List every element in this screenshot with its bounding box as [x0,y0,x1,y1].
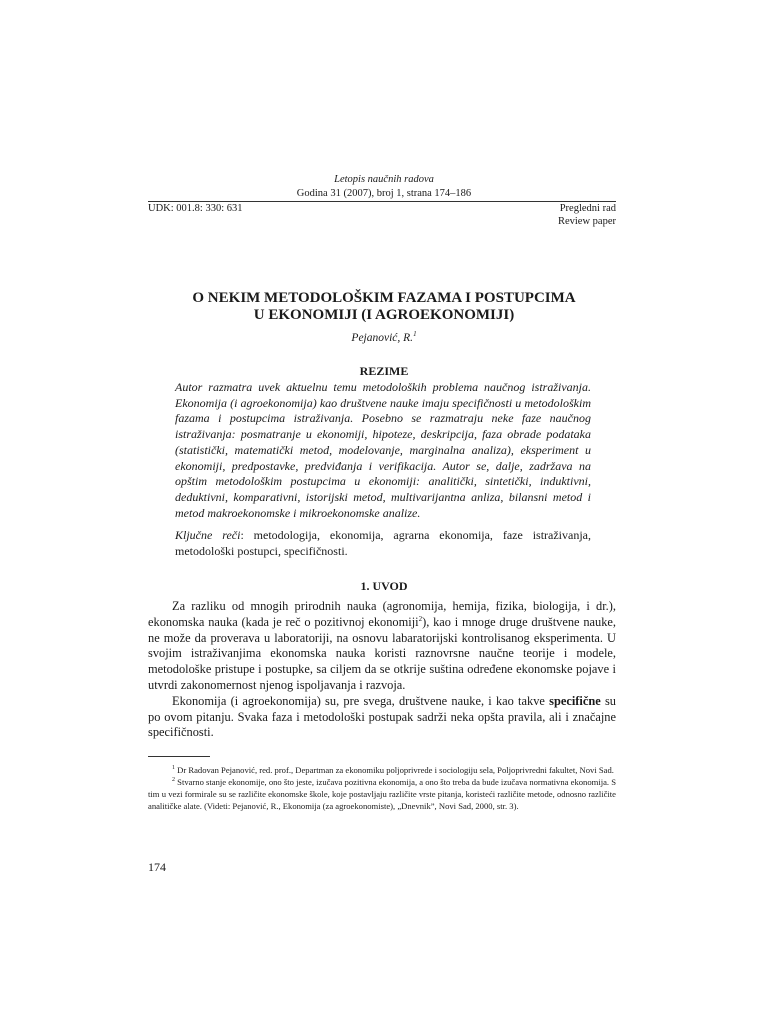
udk-code: UDK: 001.8: 330: 631 [148,203,243,214]
footnote-2 [148,776,616,812]
abstract-text: Autor razmatra uvek aktuelnu temu metodoloških problema naučnog istraživanja. Ekonomija (i agroekonomija) kao društvene nauke imaju specifičnosti u metodološkim fazama i postupcima istraživanja. Posebno se razmatraju neke faze naučnog istraživanja: posmatranje u ekonomiji, hipoteze, deskripcija, faza obrade podataka (statistički, matematički metod, modelovanje, marginalna analiza), eksperiment u ekonomiji, predpostavke, predviđanja i verifikacija. Autor se, dalje, zadržava na opštim metodološkim postupcima u ekonomiji: analitički, sintetički, induktivni, deduktivni, komparativni, istorijski metod, multivarijantna anliza, bilansni metod i metod makroekonomske i mikroekonomske analize. [175,380,591,520]
paragraph-1 [148,599,616,694]
footnote-1-text: Dr Radovan Pejanović, red. prof., Departman za ekonomiku poljoprivrede i sociologiju sela, Poljoprivredni fakultet, Novi Sad. [175,765,614,775]
keywords [175,528,591,559]
paper-type-local: Pregledni rad [559,203,616,214]
paragraph-2-part-b: su po ovom pitanju. Svaka faza i metodološki postupak sadrži neka opšta pravila, ali i značajne specifičnosti. [148,693,616,740]
author-footnote-mark: 1 [413,330,417,338]
paragraph-1-part-a: Za razliku od mnogih prirodnih nauka (agronomija, hemija, fizika, biologija, i dr.), ekonomska nauka (kada je reč o pozitivnoj ekonomiji [148,599,616,629]
footnote-2-text: Stvarno stanje ekonomije, ono što jeste, izučava pozitivna ekonomija, a ono što treba da bude izučava normativna ekonomija. S tim u vezi formirale su se različite ekonomske škole, koje postavljaju različite vrste pitanja, koristeći različite metode, odnosno različite analitičke alate. (Videti: Pejanović, R., Ekonomija (za agroekonomiste), „Dnevnik”, Novi Sad, 2000, str. 3). [148,777,616,811]
paragraph-2 [148,694,616,741]
journal-header [0,173,768,201]
author-line [0,330,768,344]
footnote-ref-2: 2 [418,614,423,623]
footnote-2-mark: 2 [172,777,175,784]
journal-name: Letopis naučnih radova [334,174,434,185]
journal-issue: Godina 31 (2007), broj 1, strana 174–186 [296,188,472,199]
page-number: 174 [148,860,166,874]
title-line-1: O NEKIM METODOLOŠKIM FAZAMA I POSTUPCIMA [192,290,576,306]
paper-type-english: Review paper [557,216,616,227]
footnote-rule [148,756,210,757]
paragraph-1-part-b: ), kao i mnoge druge društvene nauke, ne može da proverava u laboratoriji, na osnovu labaratorijski kontrolisanog eksperimenta. U svojim istraživanjima ekonomska nauka koristi raznovrsne naučne teorije i modele, metodološke pristupe i postupke, sa ciljem da se otkrije suština određene ekonomske pojave i utvrdi zakonomernost njenog ispoljavanja i razvoja. [148,614,616,692]
abstract-heading: REZIME [359,364,409,378]
paragraph-2-part-a: Ekonomija (i agroekonomija) su, pre svega, društvene nauke, i kao takve [172,693,550,708]
keywords-label: Ključne reči [175,528,241,542]
section-heading: 1. UVOD [360,579,408,593]
footnote-1 [148,764,616,776]
author-name: Pejanović, R. [351,331,414,344]
keywords-text: : metodologija, ekonomija, agrarna ekonomija, faze istraživanja, metodološki postupci, specifičnosti. [175,528,591,558]
footnote-1-mark: 1 [172,765,175,772]
paragraph-2-emphasis: specifične [549,693,601,708]
paper-title [0,290,768,324]
section-body [148,599,616,741]
title-line-2: U EKONOMIJI (I AGROEKONOMIJI) [253,307,515,323]
footnotes [148,764,616,812]
paper-type [558,202,616,228]
